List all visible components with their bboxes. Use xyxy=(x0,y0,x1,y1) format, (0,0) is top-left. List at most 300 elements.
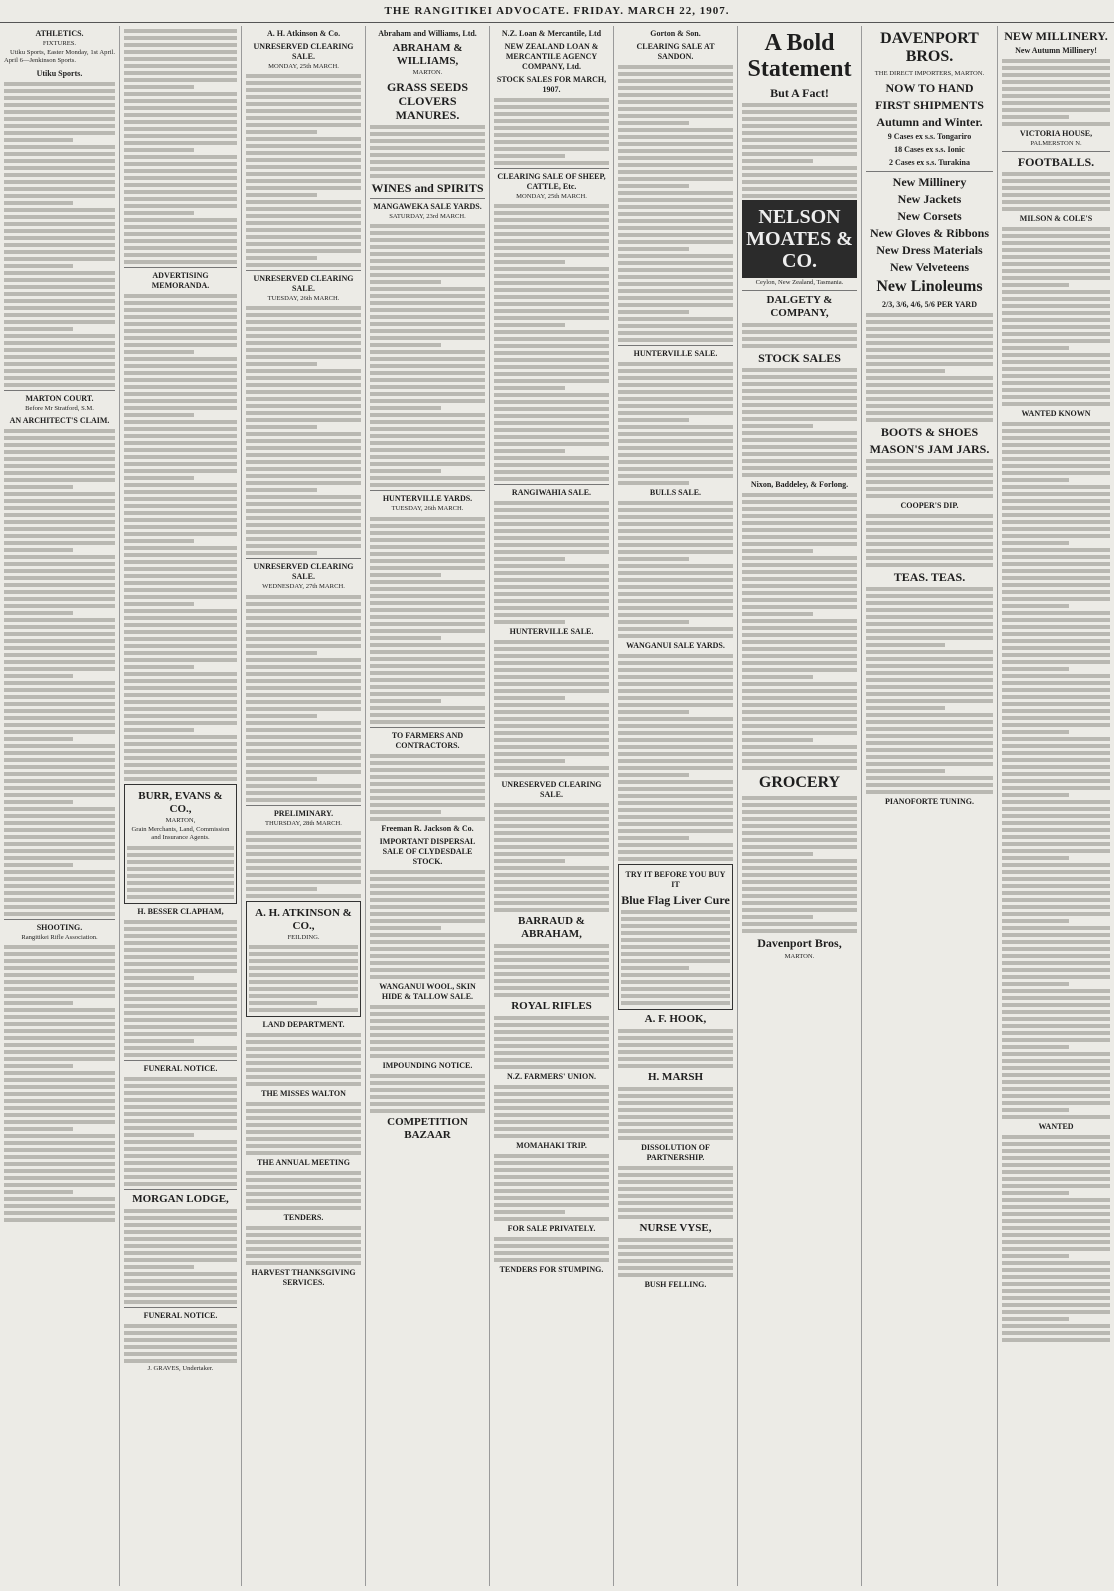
text-line xyxy=(246,873,361,877)
text-line xyxy=(370,266,485,270)
heading-annual-meeting: THE ANNUAL MEETING xyxy=(257,1158,350,1168)
text-line xyxy=(866,720,993,724)
text-line xyxy=(124,1272,237,1276)
text-line xyxy=(246,721,361,725)
text-line xyxy=(1002,1184,1110,1188)
text-line xyxy=(618,404,733,408)
text-line xyxy=(1002,1142,1110,1146)
text-line xyxy=(494,1030,609,1034)
text-line xyxy=(618,184,689,188)
text-line xyxy=(370,483,485,487)
text-line xyxy=(494,647,609,651)
text-line xyxy=(618,703,733,707)
text-line xyxy=(370,455,485,459)
text-line xyxy=(866,615,993,619)
text-line xyxy=(370,1040,485,1044)
text-line xyxy=(246,235,361,239)
text-line xyxy=(618,592,733,596)
text-line xyxy=(621,973,730,977)
text-line xyxy=(494,1023,609,1027)
text-line xyxy=(4,103,115,107)
text-line xyxy=(866,643,945,647)
text-line xyxy=(742,500,857,504)
text-line xyxy=(494,696,565,700)
heading-hunterville-sale-2: HUNTERVILLE SALE. xyxy=(633,349,718,358)
ad-milson-cole: MILSON & COLE'S xyxy=(1019,214,1093,224)
text-line xyxy=(1002,765,1110,769)
text-line xyxy=(4,506,115,510)
text-line xyxy=(370,782,485,786)
text-line xyxy=(618,1064,733,1068)
text-line xyxy=(1002,506,1110,510)
text-line xyxy=(124,763,237,767)
text-line xyxy=(4,765,115,769)
text-line xyxy=(370,167,485,171)
text-line xyxy=(742,640,857,644)
text-line xyxy=(370,775,485,779)
text-line xyxy=(742,493,857,497)
text-line xyxy=(246,530,361,534)
filler-text xyxy=(742,103,857,198)
text-line xyxy=(1002,828,1110,832)
text-line xyxy=(4,110,115,114)
text-line xyxy=(1002,1198,1110,1202)
ad-davenport-footer-location: MARTON. xyxy=(784,953,815,961)
text-line xyxy=(4,1183,115,1187)
text-line xyxy=(1002,709,1110,713)
text-line xyxy=(4,737,73,741)
text-line xyxy=(370,160,485,164)
text-line xyxy=(246,228,361,232)
text-line xyxy=(494,239,609,243)
text-line xyxy=(246,749,361,753)
text-line xyxy=(124,1147,237,1151)
text-line xyxy=(124,990,237,994)
text-line xyxy=(1002,793,1069,797)
text-line xyxy=(124,504,237,508)
text-line xyxy=(1002,604,1069,608)
text-line xyxy=(618,1180,733,1184)
text-line xyxy=(124,623,237,627)
text-line xyxy=(246,1047,361,1051)
text-line xyxy=(124,983,237,987)
text-line xyxy=(866,741,993,745)
text-line xyxy=(370,1074,485,1078)
text-line xyxy=(742,612,813,616)
heading-utiku-sports: Utiku Sports. xyxy=(36,68,83,78)
text-line xyxy=(124,1286,237,1290)
text-line xyxy=(618,613,733,617)
text-line xyxy=(1002,513,1110,517)
text-line xyxy=(742,922,857,926)
text-line xyxy=(370,1026,485,1030)
text-line xyxy=(618,268,733,272)
text-line xyxy=(370,975,485,979)
text-line xyxy=(742,668,857,672)
text-line xyxy=(742,738,813,742)
column-davenport xyxy=(862,26,998,1586)
text-line xyxy=(1002,555,1110,559)
text-line xyxy=(4,464,115,468)
text-line xyxy=(4,905,115,909)
column-abraham-williams xyxy=(366,26,490,1586)
heading-dispersal-sale: IMPORTANT DISPERSAL SALE OF CLYDESDALE STOCK. xyxy=(379,836,476,866)
text-line xyxy=(866,657,993,661)
text-line xyxy=(1002,1289,1110,1293)
text-line xyxy=(621,1001,730,1005)
text-line xyxy=(618,857,733,861)
text-line xyxy=(1002,520,1110,524)
text-line xyxy=(249,952,358,956)
text-line xyxy=(1002,207,1110,211)
heading-rifle-association: Rangitikei Rifle Association. xyxy=(21,933,98,941)
text-line xyxy=(618,411,733,415)
text-line xyxy=(124,651,237,655)
text-line xyxy=(246,1137,361,1141)
text-line xyxy=(618,766,733,770)
text-line xyxy=(494,1210,565,1214)
text-line xyxy=(4,1141,115,1145)
text-line xyxy=(494,1168,609,1172)
text-line xyxy=(4,994,115,998)
text-line xyxy=(494,810,609,814)
text-line xyxy=(246,1068,361,1072)
text-line xyxy=(618,543,733,547)
heading-hunterville-sale: HUNTERVILLE SALE. xyxy=(509,627,594,637)
text-line xyxy=(4,1113,115,1117)
text-line xyxy=(370,768,485,772)
text-line xyxy=(866,334,993,338)
text-line xyxy=(494,372,609,376)
text-line xyxy=(1002,1094,1110,1098)
text-line xyxy=(494,1161,609,1165)
text-line xyxy=(618,843,733,847)
heading-stock-sales-dalgety: STOCK SALES xyxy=(758,351,841,366)
text-line xyxy=(866,466,993,470)
text-line xyxy=(370,245,485,249)
text-line xyxy=(1002,402,1110,406)
text-line xyxy=(246,502,361,506)
text-line xyxy=(1002,1282,1110,1286)
filler-text xyxy=(246,1171,361,1210)
heading-royal-rifles: ROYAL RIFLES xyxy=(511,1000,592,1013)
filler-text xyxy=(246,1033,361,1086)
text-line xyxy=(1002,1156,1110,1160)
text-line xyxy=(1002,996,1110,1000)
text-line xyxy=(4,1078,115,1082)
text-line xyxy=(742,929,857,933)
heading-clearing-sale-2: UNRESERVED CLEARING SALE. xyxy=(253,274,354,294)
text-line xyxy=(246,616,361,620)
text-line xyxy=(4,835,115,839)
filler-text xyxy=(370,1074,485,1113)
heading-grocery: GROCERY xyxy=(758,774,841,792)
text-line xyxy=(370,273,485,277)
text-line xyxy=(866,521,993,525)
text-line xyxy=(618,425,733,429)
text-line xyxy=(1002,856,1069,860)
text-line xyxy=(370,1033,485,1037)
text-line xyxy=(370,552,485,556)
text-line xyxy=(742,389,857,393)
text-line xyxy=(1002,436,1110,440)
text-line xyxy=(4,688,115,692)
text-line xyxy=(4,1043,115,1047)
text-line xyxy=(124,455,237,459)
text-line xyxy=(494,585,609,589)
text-line xyxy=(246,509,361,513)
text-line xyxy=(4,884,115,888)
text-line xyxy=(246,665,361,669)
text-line xyxy=(618,1136,733,1140)
text-line xyxy=(742,577,857,581)
text-line xyxy=(1002,241,1110,245)
text-line xyxy=(742,633,857,637)
text-line xyxy=(124,490,237,494)
heading-barraud-abraham: BARRAUD & ABRAHAM, xyxy=(518,915,585,941)
heading-wanganui-wool: WANGANUI WOOL, SKIN HIDE & TALLOW SALE. xyxy=(379,981,476,1001)
text-line xyxy=(866,556,993,560)
text-line xyxy=(124,99,237,103)
text-line xyxy=(866,727,993,731)
text-line xyxy=(494,344,609,348)
text-line xyxy=(124,427,237,431)
text-line xyxy=(124,630,237,634)
text-line xyxy=(4,730,115,734)
text-line xyxy=(1002,353,1110,357)
text-line xyxy=(370,692,485,696)
ad-wines-spirits: WINES and SPIRITS xyxy=(371,181,484,196)
text-line xyxy=(124,1293,237,1297)
text-line xyxy=(370,664,485,668)
text-line xyxy=(124,1140,237,1144)
text-line xyxy=(246,102,361,106)
filler-text xyxy=(621,910,730,1005)
text-line xyxy=(866,404,993,408)
text-line xyxy=(370,371,485,375)
text-line xyxy=(124,955,237,959)
text-line xyxy=(246,214,361,218)
ad-blue-flag-title: Blue Flag Liver Cure xyxy=(621,893,730,907)
text-line xyxy=(1002,1317,1069,1321)
text-line xyxy=(494,232,609,236)
text-line xyxy=(246,1247,361,1251)
text-line xyxy=(370,1081,485,1085)
text-line xyxy=(494,147,609,151)
text-line xyxy=(1002,1254,1069,1258)
text-line xyxy=(618,1108,733,1112)
text-line xyxy=(124,1133,194,1137)
text-line xyxy=(1002,1226,1110,1230)
text-line xyxy=(1002,527,1110,531)
text-line xyxy=(494,1251,609,1255)
text-line xyxy=(1002,1247,1110,1251)
text-line xyxy=(124,1216,237,1220)
text-line xyxy=(4,695,115,699)
text-line xyxy=(4,492,115,496)
text-line xyxy=(370,657,485,661)
text-line xyxy=(246,735,361,739)
text-line xyxy=(1002,786,1110,790)
text-line xyxy=(370,146,485,150)
text-line xyxy=(124,1025,237,1029)
text-line xyxy=(1002,618,1110,622)
heading-bush-felling: BUSH FELLING. xyxy=(644,1280,707,1289)
text-line xyxy=(494,316,609,320)
filler-text xyxy=(742,323,857,348)
text-line xyxy=(1002,1003,1110,1007)
text-line xyxy=(1002,101,1110,105)
text-line xyxy=(246,728,361,732)
heading-momahaki-trip: MOMAHAKI TRIP. xyxy=(516,1141,587,1151)
text-line xyxy=(618,745,733,749)
text-line xyxy=(742,796,857,800)
text-line xyxy=(1002,695,1110,699)
text-line xyxy=(246,186,361,190)
filler-text xyxy=(370,517,485,724)
text-line xyxy=(494,1203,609,1207)
text-line xyxy=(124,1126,237,1130)
text-line xyxy=(1002,772,1110,776)
text-line xyxy=(124,1168,237,1172)
filler-text xyxy=(370,1005,485,1058)
text-line xyxy=(4,194,115,198)
text-line xyxy=(618,661,733,665)
text-line xyxy=(618,149,733,153)
text-line xyxy=(1002,744,1110,748)
text-line xyxy=(618,205,733,209)
ad-mason-jars: MASON'S JAM JARS. xyxy=(869,442,990,457)
filler-text xyxy=(4,945,115,1222)
filler-text xyxy=(866,313,993,422)
text-line xyxy=(4,625,115,629)
text-line xyxy=(1002,325,1110,329)
text-line xyxy=(370,671,485,675)
text-line xyxy=(124,218,237,222)
text-line xyxy=(866,685,993,689)
text-line xyxy=(4,779,115,783)
text-line xyxy=(866,734,993,738)
ad-turakina: 2 Cases ex s.s. Turakina xyxy=(889,158,970,168)
text-line xyxy=(124,225,237,229)
text-line xyxy=(124,1098,237,1102)
ad-wanted: WANTED xyxy=(1038,1122,1074,1132)
text-line xyxy=(1002,632,1110,636)
column-athletics xyxy=(0,26,120,1586)
text-line xyxy=(494,386,565,390)
text-line xyxy=(246,369,361,373)
ad-victoria-house-location: PALMERSTON N. xyxy=(1030,140,1082,147)
text-line xyxy=(742,873,857,877)
text-line xyxy=(1002,1170,1110,1174)
text-line xyxy=(618,1273,733,1277)
text-line xyxy=(1002,660,1110,664)
text-line xyxy=(494,944,609,948)
text-line xyxy=(1002,1149,1110,1153)
text-line xyxy=(124,36,237,40)
text-line xyxy=(370,650,485,654)
ad-davenport-subtitle: THE DIRECT IMPORTERS, MARTON. xyxy=(874,70,985,77)
text-line xyxy=(494,1244,609,1248)
text-line xyxy=(494,873,609,877)
text-line xyxy=(494,599,609,603)
text-line xyxy=(4,82,115,86)
date-clearing-sale-2: TUESDAY, 26th MARCH. xyxy=(267,295,340,303)
text-line xyxy=(124,1119,237,1123)
filler-text xyxy=(742,796,857,933)
text-line xyxy=(246,355,361,359)
text-line xyxy=(124,616,237,620)
text-line xyxy=(4,166,115,170)
filler-text xyxy=(866,514,993,567)
text-line xyxy=(124,735,237,739)
text-line xyxy=(4,966,115,970)
text-line xyxy=(494,1217,609,1221)
text-line xyxy=(370,538,485,542)
text-line xyxy=(370,817,485,821)
text-line xyxy=(494,543,609,547)
text-line xyxy=(618,362,733,366)
heading-gorton: Gorton & Son. xyxy=(650,29,701,38)
text-line xyxy=(618,481,689,485)
text-line xyxy=(246,658,361,662)
text-line xyxy=(1002,674,1110,678)
text-line xyxy=(618,1122,733,1126)
text-line xyxy=(1002,339,1110,343)
text-line xyxy=(370,713,485,717)
text-line xyxy=(4,1127,73,1131)
text-line xyxy=(494,414,609,418)
text-line xyxy=(618,682,733,686)
text-line xyxy=(494,901,609,905)
text-line xyxy=(494,267,609,271)
heading-nixon-baddeley: Nixon, Baddeley, & Forlong. xyxy=(750,480,849,490)
filler-text xyxy=(618,1166,733,1219)
text-line xyxy=(742,459,857,463)
text-line xyxy=(866,608,993,612)
text-line xyxy=(124,434,237,438)
text-line xyxy=(124,1209,237,1213)
text-line xyxy=(4,716,115,720)
text-line xyxy=(866,650,993,654)
ad-linoleum-prices: 2/3, 3/6, 4/6, 5/6 PER YARD xyxy=(882,300,977,310)
text-line xyxy=(1002,989,1110,993)
text-line xyxy=(494,1016,609,1020)
text-line xyxy=(4,215,115,219)
text-line xyxy=(370,1047,485,1051)
text-line xyxy=(246,686,361,690)
text-line xyxy=(124,934,237,938)
text-line xyxy=(4,201,73,205)
heading-nz-loan-company: NEW ZEALAND LOAN & MERCANTILE AGENCY COMPANY, Ltd. xyxy=(504,42,599,71)
text-line xyxy=(124,1105,237,1109)
text-line xyxy=(124,183,237,187)
text-line xyxy=(370,413,485,417)
text-line xyxy=(246,334,361,338)
text-line xyxy=(4,124,115,128)
heading-clearing-sale-sheep: CLEARING SALE OF SHEEP, CATTLE, Etc. xyxy=(497,172,606,191)
text-line xyxy=(246,439,361,443)
text-line xyxy=(246,313,361,317)
text-line xyxy=(370,898,485,902)
text-line xyxy=(618,1266,733,1270)
text-line xyxy=(494,1065,609,1069)
text-line xyxy=(246,679,361,683)
text-line xyxy=(618,460,733,464)
text-line xyxy=(1002,548,1110,552)
text-line xyxy=(246,866,361,870)
text-line xyxy=(494,738,609,742)
